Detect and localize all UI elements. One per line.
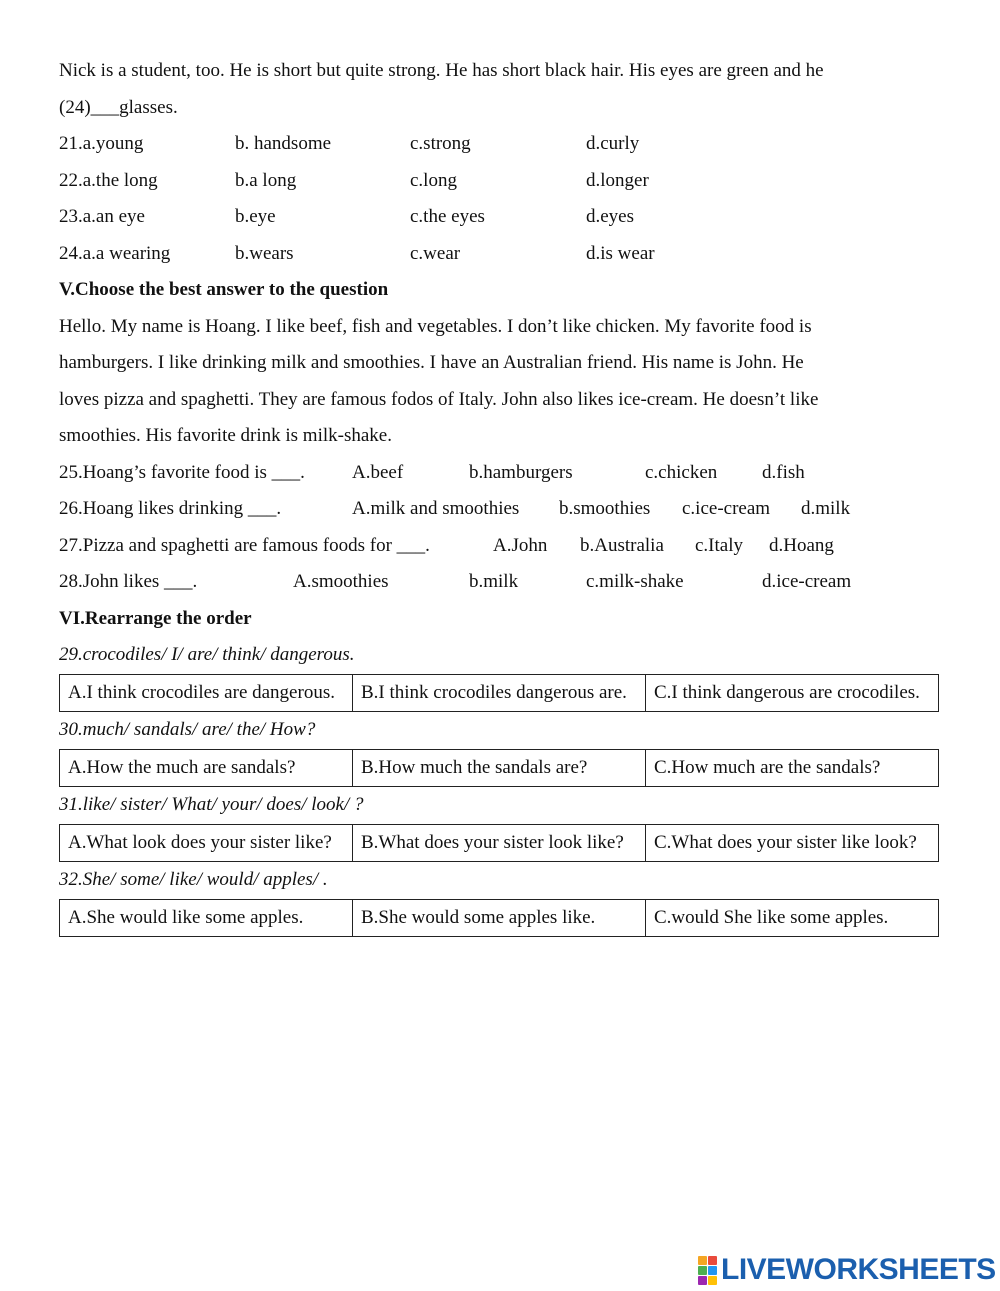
question-21 [59, 126, 939, 163]
table-row [60, 749, 939, 787]
liveworksheets-logo[interactable] [698, 1252, 996, 1288]
rearrange-prompt-30: 30.much/ sandals/ are/ the/ How? [59, 719, 316, 740]
reading-passage-line-1: Hello. My name is Hoang. I like beef, fish and vegetables. I don’t like chicken. My favorite food is [59, 315, 812, 337]
question-25 [59, 455, 939, 492]
option-b[interactable]: b.milk [469, 571, 519, 592]
option-a[interactable]: 21.a.young [59, 133, 144, 154]
option-b[interactable]: b.a long [235, 169, 297, 191]
option-d[interactable]: d.eyes [586, 206, 635, 227]
option-c[interactable]: c.ice-cream [682, 498, 771, 519]
section-5-heading: V.Choose the best answer to the question [59, 279, 389, 300]
passage-end-line-1: Nick is a student, too. He is short but quite strong. He has short black hair. His eyes are green and he [59, 60, 824, 81]
logo-tile [708, 1256, 717, 1265]
option-d[interactable]: d.longer [586, 169, 649, 191]
option-a[interactable]: A.John [493, 534, 548, 556]
answer-option-c[interactable]: C.What does your sister like look? [646, 824, 939, 862]
option-a[interactable]: A.milk and smoothies [352, 498, 520, 519]
option-d[interactable]: d.fish [762, 461, 805, 483]
option-d[interactable]: d.Hoang [769, 534, 834, 556]
option-d[interactable]: d.is wear [586, 242, 655, 264]
answer-option-a[interactable]: A.She would like some apples. [60, 899, 353, 937]
option-a[interactable]: A.beef [352, 461, 404, 483]
reading-passage-line-2: hamburgers. I like drinking milk and smoothies. I have an Australian friend. His name is John. He [59, 352, 804, 373]
brand-name: LIVEWORKSHEETS [721, 1253, 996, 1286]
option-c[interactable]: c.the eyes [410, 206, 485, 227]
rearrange-prompt-29: 29.crocodiles/ I/ are/ think/ dangerous. [59, 644, 355, 665]
option-d[interactable]: d.curly [586, 133, 640, 154]
option-b[interactable]: b.eye [235, 206, 276, 227]
question-text: 28.John likes ___. [59, 571, 198, 592]
section-6-heading: VI.Rearrange the order [59, 607, 252, 629]
answer-table-32 [59, 899, 939, 938]
answer-option-a[interactable]: A.How the much are sandals? [60, 749, 353, 787]
reading-passage-line-3: loves pizza and spaghetti. They are famous fodos of Italy. John also likes ice-cream. He doesn’t like [59, 388, 819, 410]
answer-option-c[interactable]: C.How much are the sandals? [646, 749, 939, 787]
logo-tile [698, 1276, 707, 1285]
question-26 [59, 491, 939, 528]
option-b[interactable]: b.wears [235, 242, 294, 264]
answer-option-b[interactable]: B.I think crocodiles dangerous are. [353, 674, 646, 712]
logo-tile [698, 1266, 707, 1275]
answer-option-b[interactable]: B.What does your sister look like? [353, 824, 646, 862]
option-c[interactable]: c.chicken [645, 461, 718, 483]
answer-option-c[interactable]: C.I think dangerous are crocodiles. [646, 674, 939, 712]
logo-tile [698, 1256, 707, 1265]
logo-tile [708, 1276, 717, 1285]
answer-table-30 [59, 749, 939, 788]
option-d[interactable]: d.milk [801, 498, 851, 519]
option-a[interactable]: 22.a.the long [59, 169, 158, 191]
option-c[interactable]: c.wear [410, 242, 461, 264]
logo-tile [708, 1266, 717, 1275]
option-a[interactable]: 23.a.an eye [59, 206, 145, 227]
rearrange-prompt-31: 31.like/ sister/ What/ your/ does/ look/ ? [59, 794, 364, 815]
option-c[interactable]: c.Italy [695, 534, 744, 556]
worksheet-page [59, 53, 939, 937]
question-text: 27.Pizza and spaghetti are famous foods for ___. [59, 534, 430, 556]
reading-passage-line-4: smoothies. His favorite drink is milk-shake. [59, 425, 392, 446]
logo-tiles-icon [698, 1256, 717, 1285]
question-24 [59, 236, 939, 273]
option-b[interactable]: b.smoothies [559, 498, 651, 519]
rearrange-prompt-32: 32.She/ some/ like/ would/ apples/ . [59, 869, 328, 890]
option-a[interactable]: A.smoothies [293, 571, 389, 592]
answer-option-a[interactable]: A.I think crocodiles are dangerous. [60, 674, 353, 712]
option-b[interactable]: b.Australia [580, 534, 664, 556]
option-a[interactable]: 24.a.a wearing [59, 242, 171, 264]
answer-table-31 [59, 824, 939, 863]
passage-end-line-2: (24)___glasses. [59, 96, 178, 118]
table-row [60, 824, 939, 862]
answer-option-b[interactable]: B.She would some apples like. [353, 899, 646, 937]
question-27 [59, 528, 939, 565]
option-c[interactable]: c.milk-shake [586, 571, 684, 592]
option-c[interactable]: c.strong [410, 133, 471, 154]
question-text: 26.Hoang likes drinking ___. [59, 498, 282, 519]
question-28 [59, 564, 939, 601]
option-d[interactable]: d.ice-cream [762, 571, 852, 592]
table-row [60, 674, 939, 712]
question-22 [59, 163, 939, 200]
answer-table-29 [59, 674, 939, 713]
answer-option-b[interactable]: B.How much the sandals are? [353, 749, 646, 787]
question-23 [59, 199, 939, 236]
question-text: 25.Hoang’s favorite food is ___. [59, 461, 305, 483]
option-b[interactable]: b. handsome [235, 133, 332, 154]
table-row [60, 899, 939, 937]
option-b[interactable]: b.hamburgers [469, 461, 573, 483]
answer-option-a[interactable]: A.What look does your sister like? [60, 824, 353, 862]
answer-option-c[interactable]: C.would She like some apples. [646, 899, 939, 937]
option-c[interactable]: c.long [410, 169, 457, 191]
